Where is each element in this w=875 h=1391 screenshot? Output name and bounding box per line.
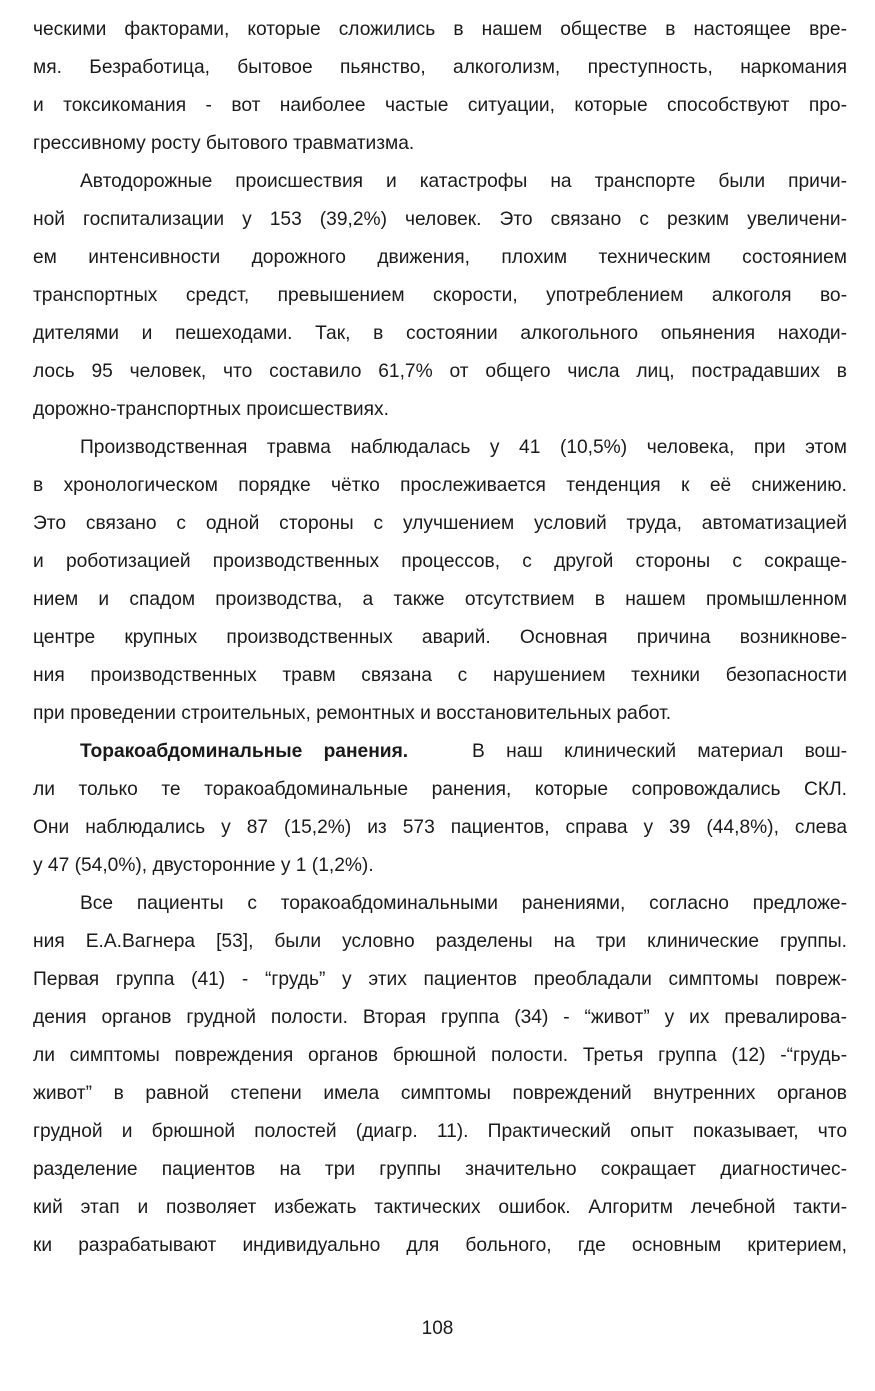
text-line: Все пациенты с торакоабдоминальными ранениями, согласно предложе- xyxy=(80,893,847,914)
text-line: живот” в равной степени имела симптомы повреждений внутренних органов xyxy=(33,1083,847,1104)
text-line: ли только те торакоабдоминальные ранения, которые сопровождались СКЛ. xyxy=(33,779,847,800)
text-line: ки разрабатывают индивидуально для больного, где основным критерием, xyxy=(33,1235,847,1256)
text-line: ния Е.А.Вагнера [53], были условно разделены на три клинические группы. xyxy=(33,931,847,952)
text-line: ния производственных травм связана с нарушением техники безопасности xyxy=(33,665,847,686)
text-line xyxy=(33,739,847,777)
text-line: и токсикомания - вот наиболее частые ситуации, которые способствуют про- xyxy=(33,95,847,116)
heading-line-rest: В наш клинический материал вош- xyxy=(472,741,847,762)
paragraph-industrial-trauma xyxy=(33,435,847,739)
text-line: дения органов грудной полости. Вторая группа (34) - “живот” у их превалирова- xyxy=(33,1007,847,1028)
text-line: и роботизацией производственных процессов, с другой стороны с сокраще- xyxy=(33,551,847,572)
text-line: разделение пациентов на три группы значительно сокращает диагностичес- xyxy=(33,1159,847,1180)
text-line: ли симптомы повреждения органов брюшной полости. Третья группа (12) -“грудь- xyxy=(33,1045,847,1066)
text-line: кий этап и позволяет избежать тактических ошибок. Алгоритм лечебной такти- xyxy=(33,1197,847,1218)
text-line: при проведении строительных, ремонтных и восстановительных работ. xyxy=(33,703,672,724)
text-line: мя. Безработица, бытовое пьянство, алкоголизм, преступность, наркомания xyxy=(33,57,847,78)
text-line: Они наблюдались у 87 (15,2%) из 573 пациентов, справа у 39 (44,8%), слева xyxy=(33,817,847,838)
text-line: транспортных средст, превышением скорости, употреблением алкоголя во- xyxy=(33,285,847,306)
text-line: в хронологическом порядке чётко прослеживается тенденция к её снижению. xyxy=(33,475,847,496)
document-page xyxy=(33,17,847,1271)
text-line: у 47 (54,0%), двусторонние у 1 (1,2%). xyxy=(33,855,374,876)
text-line: ной госпитализации у 153 (39,2%) человек. Это связано с резким увеличени- xyxy=(33,209,847,230)
text-line: Производственная травма наблюдалась у 41 (10,5%) человека, при этом xyxy=(80,437,847,458)
paragraph-continuation xyxy=(33,17,847,169)
text-line: Автодорожные происшествия и катастрофы на транспорте были причи- xyxy=(80,171,847,192)
paragraph-road-accidents xyxy=(33,169,847,435)
text-line: нием и спадом производства, а также отсутствием в нашем промышленном xyxy=(33,589,847,610)
text-line: лось 95 человек, что составило 61,7% от общего числа лиц, пострадавших в xyxy=(33,361,847,382)
text-line: Первая группа (41) - “грудь” у этих пациентов преобладали симптомы повреж- xyxy=(33,969,847,990)
text-line: дорожно-транспортных происшествиях. xyxy=(33,399,389,420)
text-line: дителями и пешеходами. Так, в состоянии алкогольного опьянения находи- xyxy=(33,323,847,344)
text-line: центре крупных производственных аварий. Основная причина возникнове- xyxy=(33,627,847,648)
page-number: 108 xyxy=(421,1318,454,1339)
text-line: Это связано с одной стороны с улучшением условий труда, автоматизацией xyxy=(33,513,847,534)
text-line: ем интенсивности дорожного движения, плохим техническим состоянием xyxy=(33,247,847,268)
section-heading: Торакоабдоминальные ранения. xyxy=(80,741,409,762)
text-line: грудной и брюшной полостей (диагр. 11). Практический опыт показывает, что xyxy=(33,1121,847,1142)
text-line: ческими факторами, которые сложились в нашем обществе в настоящее вре- xyxy=(33,19,847,40)
paragraph-thoracoabdominal xyxy=(33,739,847,891)
paragraph-patient-groups xyxy=(33,891,847,1271)
text-line: грессивному росту бытового травматизма. xyxy=(33,133,415,154)
